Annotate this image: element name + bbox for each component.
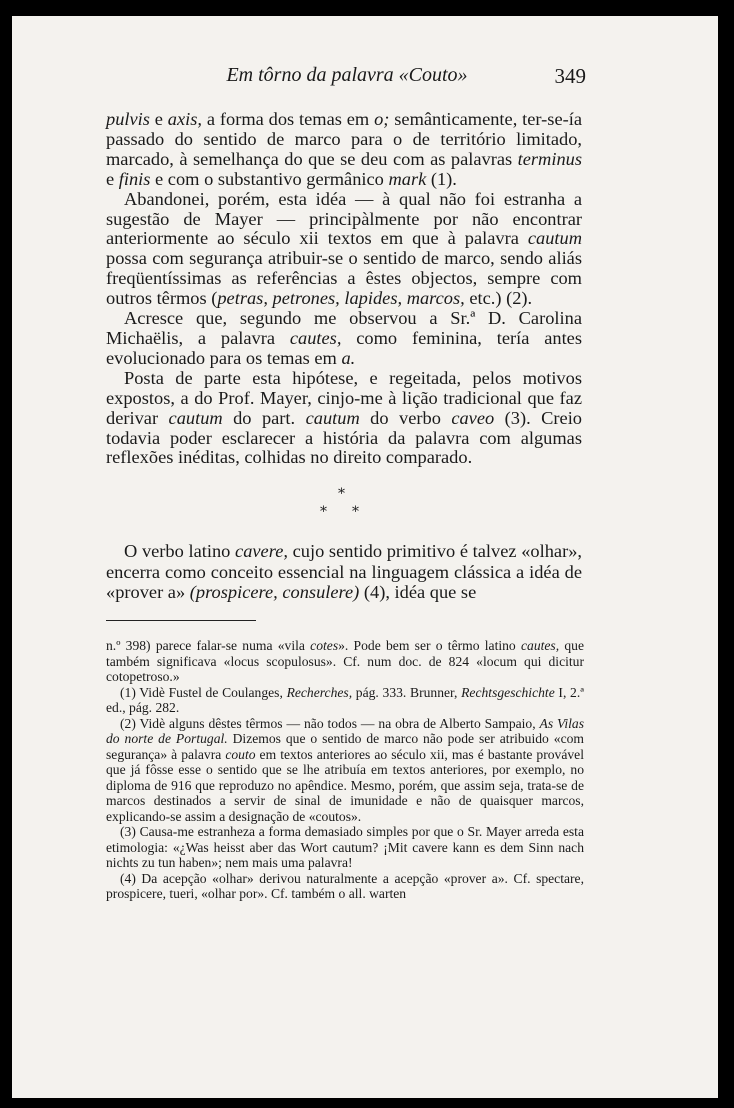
footnote	[106, 824, 584, 871]
text-run: (3). Creio todavia poder esclarecer a história da palavra com algumas reflexões inéditas, colhidas no direito comparado.	[106, 407, 583, 468]
text-run: (1) Vidè Fustel de Coulanges,	[120, 684, 287, 700]
italic-run: pulvis	[106, 109, 150, 129]
paragraph	[106, 541, 582, 603]
text-run: (1).	[426, 168, 457, 189]
paragraph	[106, 110, 582, 190]
text-run: pág. 333. Brunner,	[352, 684, 462, 700]
text-run: (4), idéa que se	[359, 582, 477, 602]
text-run: O verbo latino	[124, 541, 236, 561]
footnote-rule	[106, 620, 256, 621]
main-text-continued	[106, 541, 582, 603]
text-run: possa com segurança atribuir-se o sentido de marco, sendo aliás freqüentíssimas as referências a êstes objectos, sempre com outros têrmos (	[106, 248, 582, 309]
italic-run: (prospicere, consulere)	[189, 582, 360, 602]
text-run: como feminina, tería antes evolucionado para os temas em	[106, 327, 583, 368]
italic-run: caveo	[451, 407, 495, 428]
text-run: em textos anteriores ao século xii, mas é bastante provável que já fôsse esse o sentido que se lhe atribuía em textos anteriores, por exemplo, no diploma de 916 que reproduzo no apêndice. Mesmo, porém, que assim seja, trata-se de marcos destinados a servir de sinal de imunidade e não de quaisquer marcos, explicando-se assim a designação de «coutos».	[106, 746, 584, 824]
paragraph	[106, 309, 582, 369]
footnote	[106, 685, 584, 716]
italic-run: axis,	[167, 109, 203, 129]
italic-run: o;	[374, 109, 390, 129]
italic-run: finis	[118, 168, 151, 189]
text-run: e com o substantivo germânico	[150, 168, 389, 189]
running-header	[110, 64, 584, 94]
italic-run: cautes,	[289, 327, 342, 348]
text-run: do part.	[222, 407, 306, 428]
text-run: I, 2.ª ed., pág. 282.	[106, 684, 585, 715]
text-run: Acresce que, segundo me observou a Sr.ª D. Carolina Michaëlis, a palavra	[106, 308, 582, 348]
text-run: (4) Da acepção «olhar» derivou naturalmente a acepção «prover a». Cf. spectare, prospicere, tueri, «olhar por». Cf. também o all. warten	[106, 870, 584, 901]
italic-run: cautum	[305, 407, 360, 428]
italic-run: couto	[225, 746, 256, 762]
italic-run: terminus	[517, 148, 582, 169]
text-run: Dizemos que o sentido de marco não pode ser atribuido «com segurança» à palavra	[106, 731, 584, 762]
text-run: ». Pode bem ser o têrmo latino	[338, 638, 521, 653]
text-run: Posta de parte esta hipótese, e regeitada, pelos motivos expostos, a do Prof. Mayer, cinjo-me à lição tradicional que faz derivar	[106, 367, 582, 428]
running-title: Em tôrno da palavra «Couto»	[226, 64, 468, 86]
asterisk: *	[320, 504, 327, 520]
italic-run: cautum	[527, 228, 582, 249]
italic-run: As Vilas do norte de Portugal.	[106, 715, 584, 746]
italic-run: Recherches,	[286, 684, 353, 700]
text-run: semânticamente, ter-se-ía passado do sentido de marco para o de território limitado, marcado, à semelhança do que se deu com as palavras	[106, 109, 583, 169]
footnotes	[106, 638, 584, 902]
section-break	[300, 486, 390, 526]
paragraph	[106, 369, 582, 469]
footnote	[106, 871, 584, 902]
text-run: do verbo	[359, 407, 452, 428]
footnote	[106, 716, 584, 825]
asterisk: *	[338, 486, 345, 502]
italic-run: a.	[341, 347, 356, 368]
text-run: cujo sentido primitivo é talvez «olhar», encerra como conceito essencial na linguagem clássica a idéa de «prover a»	[106, 541, 582, 602]
asterisk: *	[352, 504, 359, 520]
text-run: e	[149, 109, 168, 129]
italic-run: mark	[388, 168, 427, 189]
text-run: a forma dos temas em	[202, 109, 375, 129]
italic-run: Rechtsgeschichte	[461, 684, 555, 700]
text-run: Abandonei, porém, esta idéa — à qual não foi estranha a sugestão de Mayer — principàlmente por não encontrar anteriormente ao século xii textos em que à palavra	[106, 188, 582, 249]
text-run: (3) Causa-me estranheza a forma demasiado simples por que o Sr. Mayer arreda esta etimologia: «¿Was heisst aber das Wort cautum? ¡Mit cavere kann es dem Sinn nach nichts zu tun haben»; nem mais uma palavra!	[106, 824, 584, 870]
text-run: e	[106, 168, 119, 189]
italic-run: petras, petrones, lapides, marcos,	[217, 288, 465, 309]
text-run: etc.) (2).	[464, 288, 533, 309]
main-text	[106, 110, 582, 468]
italic-run: cautum	[168, 407, 223, 428]
footnote	[106, 638, 584, 685]
text-run: (2) Vidè alguns dêstes têrmos — não todos — na obra de Alberto Sampaio,	[120, 715, 540, 731]
italic-run: cautes,	[520, 638, 560, 653]
italic-run: cavere,	[235, 541, 288, 561]
text-run: que também significava «locus scopulosus». Cf. num doc. de 824 «locum qui dicitur cotopetroso.»	[106, 638, 585, 684]
paragraph	[106, 190, 582, 309]
text-run: n.º 398) parece falar-se numa «vila	[106, 638, 311, 653]
scan-border	[12, 10, 718, 16]
italic-run: cotes	[310, 638, 339, 653]
page-number: 349	[554, 64, 586, 88]
